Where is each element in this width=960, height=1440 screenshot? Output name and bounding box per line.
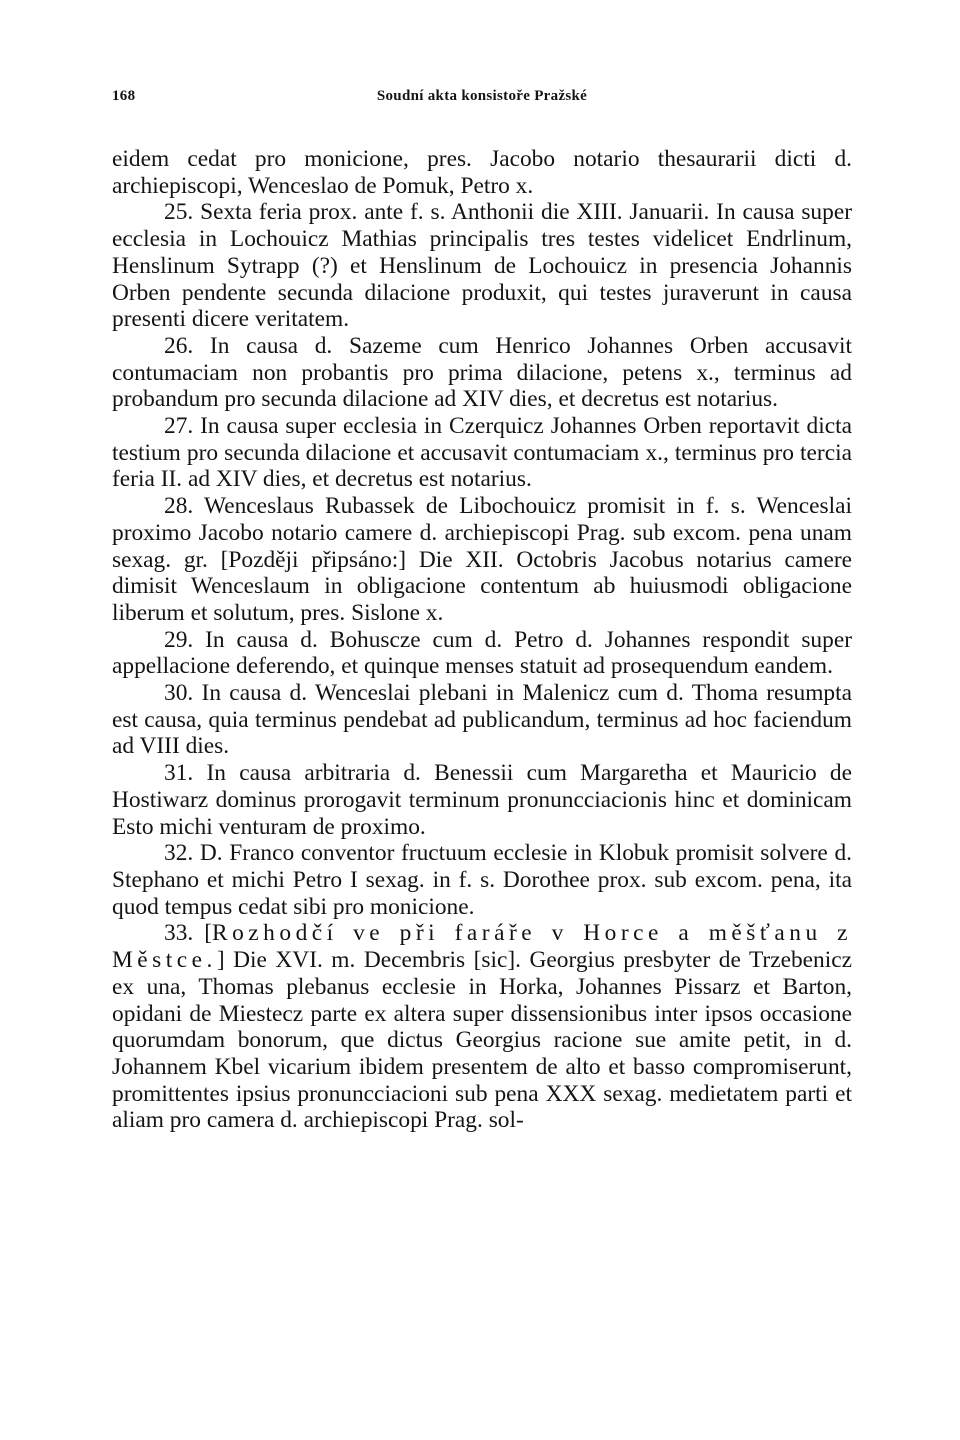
entry-27: 27. In causa super ecclesia in Czerquicz Johannes Orben reportavit dicta testium pro secunda dilacione et accusavit contumaciam x., terminus pro tercia feria II. ad XIV dies, et decretus est notarius.: [112, 413, 852, 493]
entry-31: 31. In causa arbitraria d. Benessii cum Margaretha et Mauricio de Hostiwarz dominus prorogavit terminum pronuncciacionis hinc et dominicam Esto michi venturam de proximo.: [112, 760, 852, 840]
entry-32: 32. D. Franco conventor fructuum ecclesie in Klobuk promisit solvere d. Stephano et michi Petro I sexag. in f. s. Dorothee prox. sub excom. pena, ita quod tempus cedat sibi pro monicione.: [112, 840, 852, 920]
page-number: 168: [112, 88, 136, 104]
entry-26: 26. In causa d. Sazeme cum Henrico Johannes Orben accusavit contumaciam non probantis pro prima dilacione, petens x., terminus ad probandum pro secunda dilacione ad XIV dies, et decretus est notarius.: [112, 332, 852, 413]
entry-25: 25. Sexta feria prox. ante f. s. Anthonii die XIII. Januarii. In causa super ecclesia in Lochouicz Mathias principalis tres testes videlicet Endrlinum, Henslinum Sytrapp (?) et Henslinum de Lochouicz in presencia Johannis Orben pendente secunda dilacione produxit, qui testes juraverunt in causa presenti dicere veritatem.: [112, 199, 852, 333]
entry-29: 29. In causa d. Bohuscze cum d. Petro d. Johannes respondit super appellacione deferendo, et quinque menses statuit ad prosequendum eandem.: [112, 626, 852, 680]
running-head: [112, 84, 852, 108]
paragraph-continuation: eidem cedat pro monicione, pres. Jacobo notario thesaurarii dicti d. archiepiscopi, Wenceslao de Pomuk, Petro x.: [112, 146, 852, 199]
page: [112, 84, 852, 1134]
entry-33: 33. [Rozhodčí ve při faráře v Horce a měšťanu z Městce.] Die XVI. m. Decembris [sic]. Georgius presbyter de Trzebenicz ex una, Thomas plebanus ecclesie in Horka, Johannes Pissarz et Barton, opidani de Miestecz parte ex altera super dissensionibus inter ipsos occasione quorumdam bonorum, que dictus Georgius racione sue amite petit, in d. Johannem Kbel vicarium ibidem presentem de alto et basso compromiserunt, promittentes ipsius pronuncciacioni sub pena XXX sexag. medietatem parti et aliam pro camera d. archiepiscopi Prag. sol-: [112, 920, 852, 1134]
running-title: Soudní akta konsistoře Pražské: [376, 88, 588, 104]
text-body: [112, 146, 852, 1134]
spaced-heading: Rozhodčí ve při faráře v Horce a měšťanu z Městce.: [112, 920, 852, 974]
entry-28: 28. Wenceslaus Rubassek de Libochouicz promisit in f. s. Wenceslai proximo Jacobo notario camere d. archiepiscopi Prag. sub excom. pena unam sexag. gr. [Později připsáno:] Die XII. Octobris Jacobus notarius camere dimisit Wenceslaum in obligacione contentum ab huiusmodi obligacione liberum et solutum, pres. Sislone x.: [112, 493, 852, 626]
entry-30: 30. In causa d. Wenceslai plebani in Malenicz cum d. Thoma resumpta est causa, quia terminus pendebat ad publicandum, terminus ad hoc faciendum ad VIII dies.: [112, 680, 852, 760]
